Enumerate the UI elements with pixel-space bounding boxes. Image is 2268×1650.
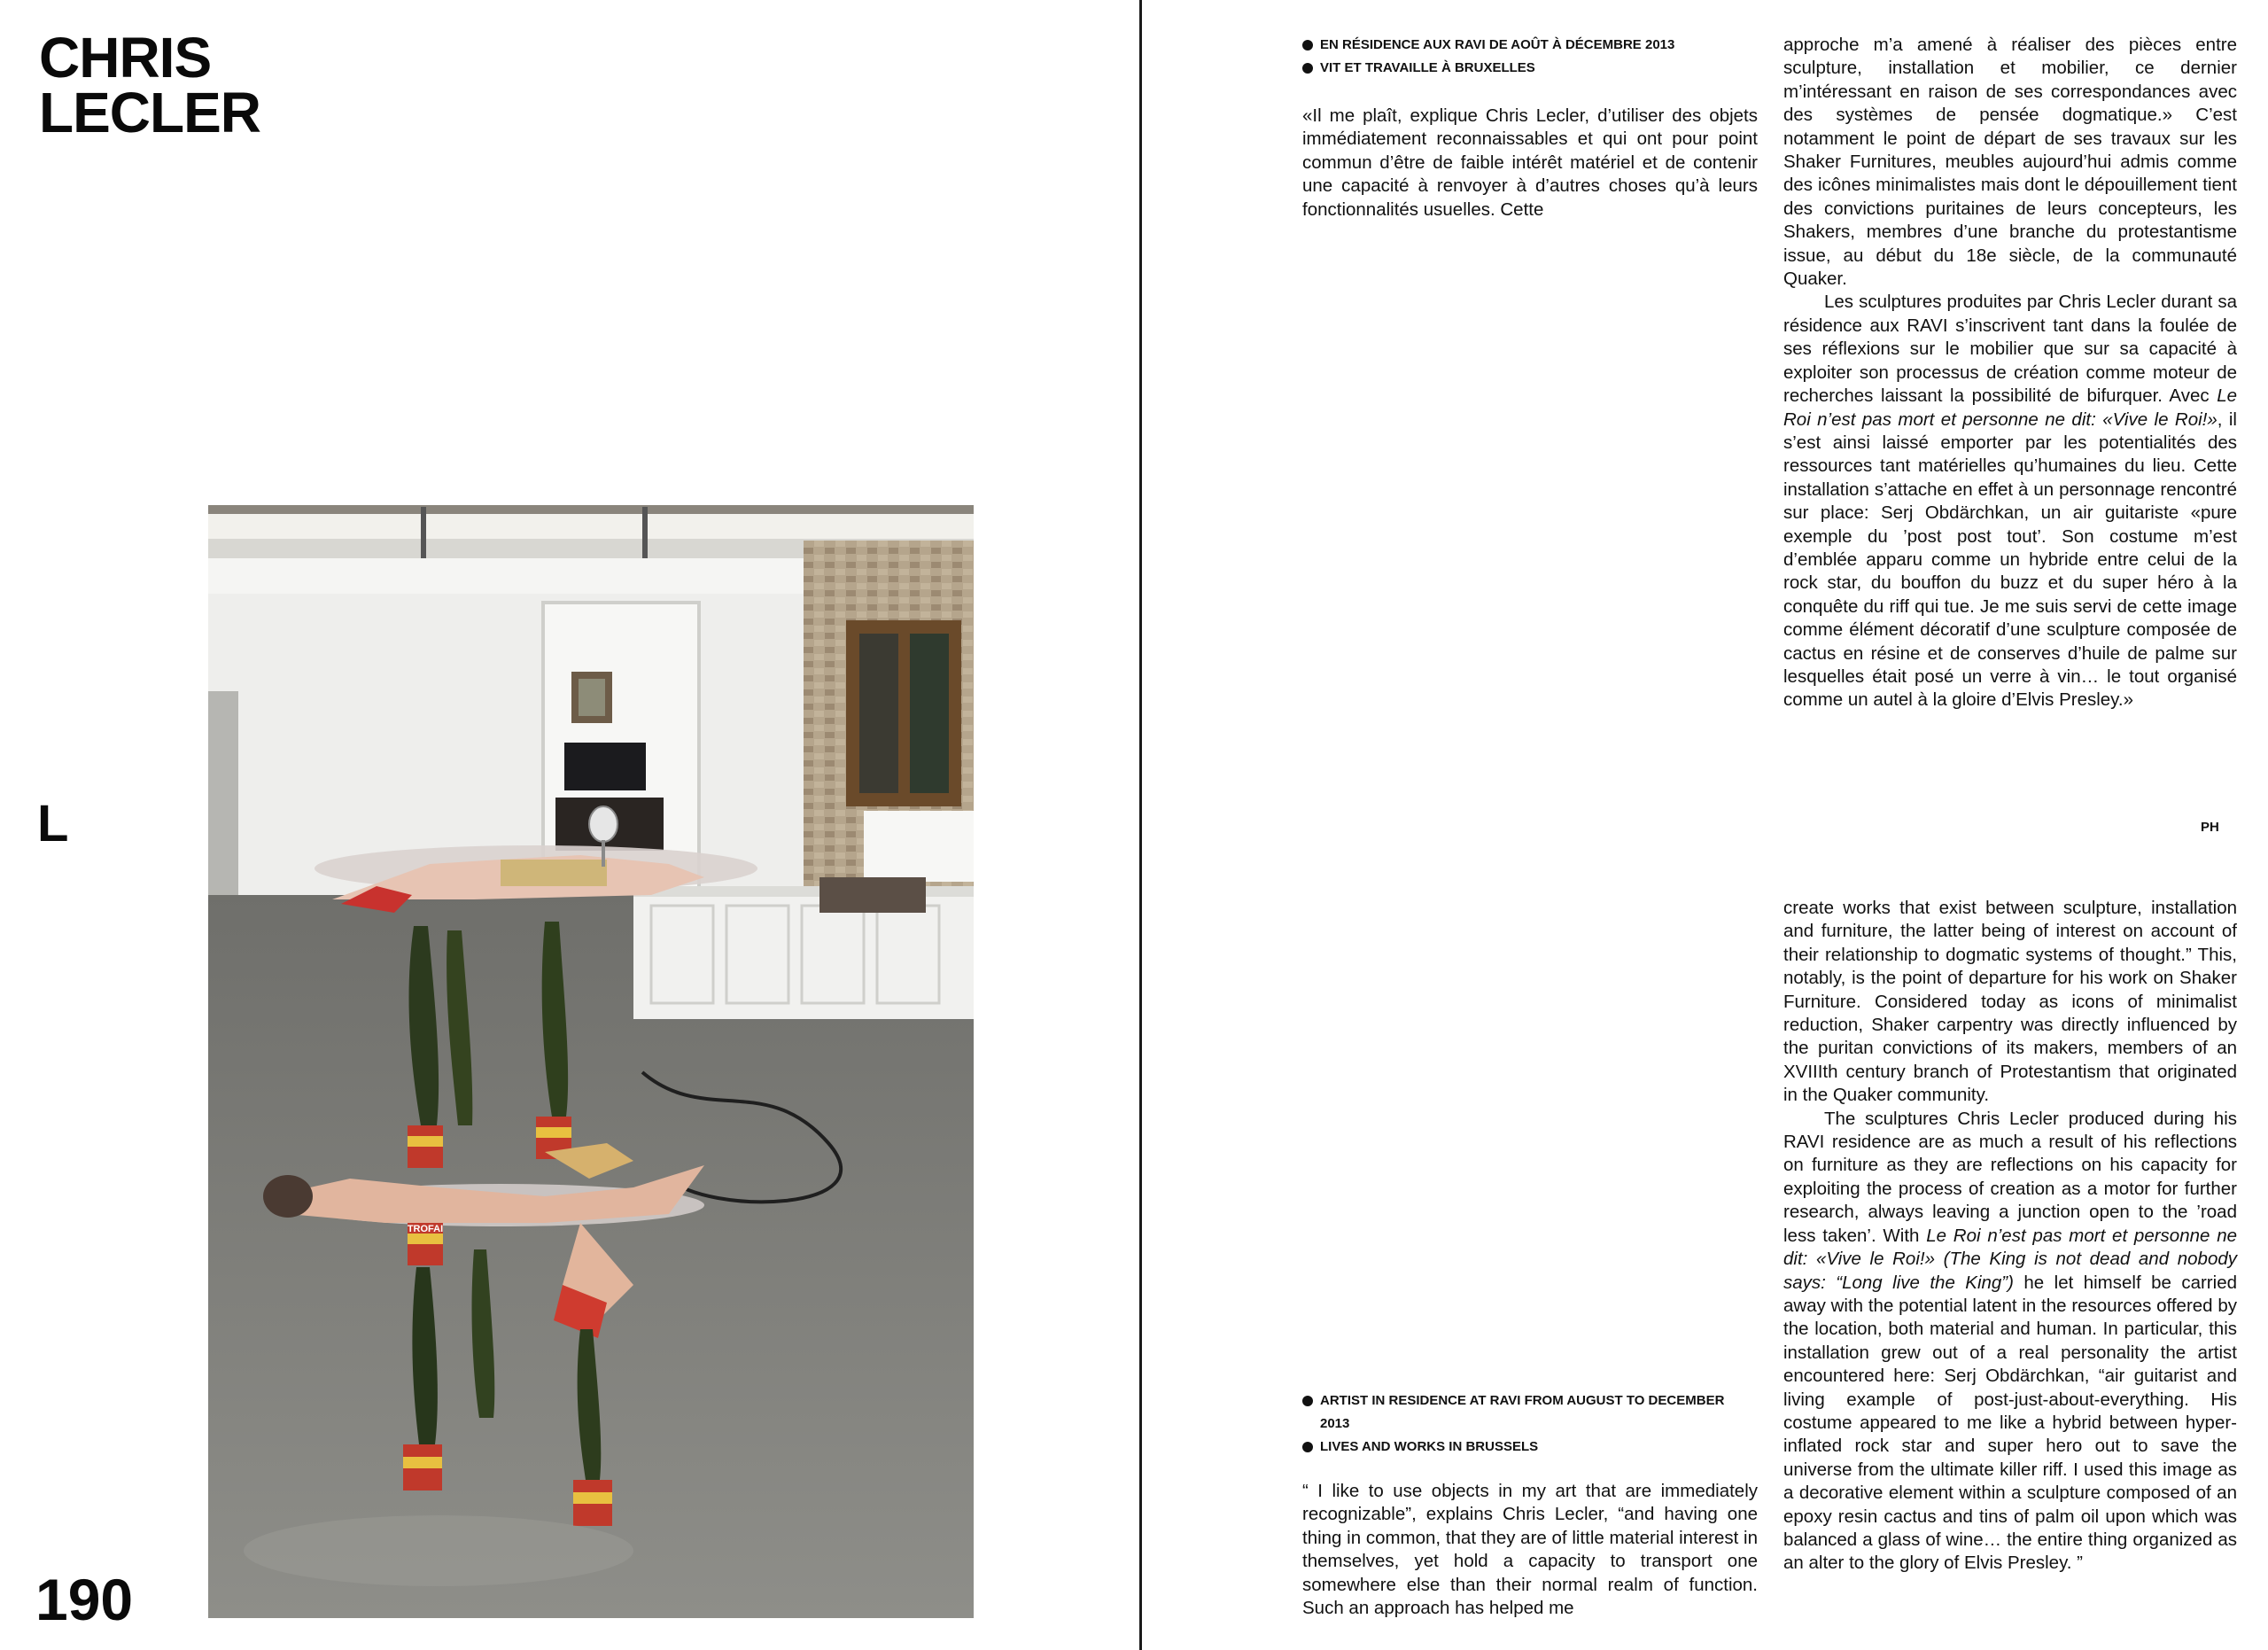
meta-list-en — [1302, 1389, 1745, 1459]
meta-lives-fr: VIT ET TRAVAILLE À BRUXELLES — [1302, 57, 1745, 80]
artwork-title-fr: Le Roi n’est pas mort et personne ne dit: «Vive le Roi!» — [1783, 385, 2237, 430]
body-paragraph-1-fr: approche m’a amené à réaliser des pièces entre sculpture, installation et mobilier, ce dernier m’intéressant en raison de ses correspondances avec des systèmes de pensée dogmatique.» C’est notamment le point de départ de ses travaux sur les Shaker Furnitures, meubles aujourd’hui admis comme des icônes minimalistes mais dont le dépouillement tient des convictions puritaines de leurs concepteurs, les Shakers, membres d’une branche du protestantisme issue, au début du 18e siècle, de la communauté Quaker. — [1783, 35, 2237, 290]
body-text-en — [1783, 897, 2237, 1576]
installation-photo-illustration — [208, 505, 974, 1618]
section-letter: L — [37, 795, 69, 852]
meta-residence-en: ARTIST IN RESIDENCE AT RAVI FROM AUGUST TO DECEMBER 2013 — [1302, 1389, 1745, 1436]
intro-paragraph-en: “ I like to use objects in my art that are immediately recognizable”, explains Chris Lecler, “and having one thing in common, that they are of little material interest in themselves, yet hold a capacity to transport one somewhere else than their normal realm of function. Such an approach has helped me — [1302, 1481, 1758, 1619]
intro-paragraph-fr: «Il me plaît, explique Chris Lecler, d’utiliser des objets immédiatement reconnaissables et qui ont pour point commun d’être de faible intérêt matériel et de contenir une capacité à renvoyer à d’autres choses qu’à leurs fonctionnalités usuelles. Cette — [1302, 105, 1758, 220]
body-paragraph-2-en: The sculptures Chris Lecler produced during his RAVI residence are as much a result of his reflections on furniture as they are reflections on his capacity for exploiting the process of creation as a motor for further research, always leaving a junction open to the ’road less taken’. With Le Roi n’est pas mort et personne ne dit: «Vive le Roi!» (The King is not dead and nobody says: “Long live the King”) he let himself be carried away with the potential latent in the resources offered by the location, both material and human. In particular, this installation grew out of a real personality the artist encountered here: Serj Obdärchkan, “air guitarist and living example of post-just-about-everything. His costume appeared to me like a hybrid between hyper-inflated rock star and super hero out to save the universe from the ultimate killer riff. I used this image as a decorative element within a sculpture composed of an epoxy resin cactus and tins of palm oil upon which was balanced a glass of wine… the entire thing organized as an alter to the glory of Elvis Presley. ” — [1783, 1108, 2237, 1574]
page-number: 190 — [35, 1567, 134, 1632]
installation-photo — [208, 505, 974, 1618]
meta-lives-en: LIVES AND WORKS IN BRUSSELS — [1302, 1436, 1745, 1459]
artwork-title-en: Le Roi n’est pas mort et personne ne dit: «Vive le Roi!» (The King is not dead and nobody says: “Long live the King”) — [1783, 1225, 2237, 1293]
intro-text-fr — [1302, 105, 1758, 222]
artist-name — [39, 26, 260, 144]
meta-list-fr — [1302, 34, 1745, 80]
author-signature: PH — [2201, 820, 2219, 835]
meta-residence-fr: EN RÉSIDENCE AUX RAVI DE AOÛT À DÉCEMBRE 2013 — [1302, 34, 1745, 57]
body-text-fr — [1783, 34, 2237, 712]
body-paragraph-1-en: create works that exist between sculpture, installation and furniture, the latter being of interest on account of their relationship to dogmatic systems of thought.” This, notably, is the point of departure for his work on Shaker Furniture. Considered today as icons of minimalist reduction, Shaker carpentry was directly influenced by the puritan convictions of its makers, members of an XVIIIth century branch of Protestantism that originated in the Quaker community. — [1783, 898, 2237, 1106]
artist-last-name: LECLER — [39, 81, 260, 144]
body-paragraph-2-fr: Les sculptures produites par Chris Lecler durant sa résidence aux RAVI s’inscrivent tant dans la foulée de ses réflexions sur le mobilier que sur sa capacité à exploiter son processus de création comme moteur de recherches laissant la possibilité de bifurquer. Avec Le Roi n’est pas mort et personne ne dit: «Vive le Roi!», il s’est ainsi laissé emporter par les potentialités des ressources tant matérielles qu’humaines du lieu. Cette installation s’attache en effet à un personnage rencontré sur place: Serj Obdärchkan, un air guitariste «pure exemple du ’post post tout’. Son costume m’est d’emblée apparu comme un hybride entre celui de la rock star, du bouffon du buzz et du super héro à la conquête du riff qui tue. Je me suis servi de cette image comme élément décoratif d’une sculpture composée de cactus en résine et de conserves d’huile de palme sur lesquelles était posé un verre à vin… le tout organisé comme un autel à la gloire d’Elvis Presley.» — [1783, 292, 2237, 711]
artist-first-name: CHRIS — [39, 26, 212, 90]
page-gutter — [1139, 0, 1142, 1650]
tin-label: TROFAI — [407, 1224, 444, 1234]
intro-text-en — [1302, 1480, 1758, 1620]
